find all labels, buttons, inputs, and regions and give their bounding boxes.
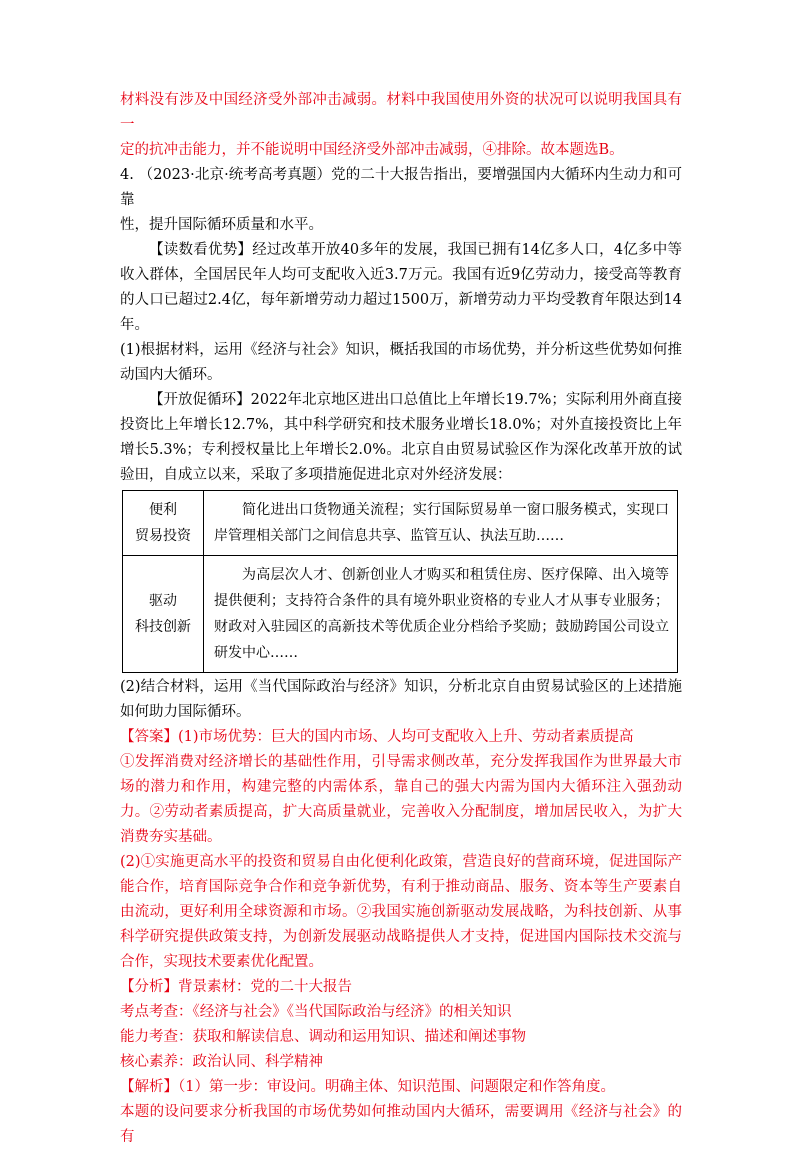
intro-line: 材料没有涉及中国经济受外部冲击减弱。材料中我国使用外资的状况可以说明我国具有一 (120, 92, 682, 133)
table-row-text: 简化进出口货物通关流程；实行国际贸易单一窗口服务模式，实现口岸管理相关部门之间信息共享、监管互认、执法互助…… (204, 491, 678, 556)
answer-part1-body: ①发挥消费对经济增长的基础性作用，引导需求侧改革，充分发挥我国作为世界最大市场的潜力和作用，构建完整的内需体系，靠自己的强大内需为国内大循环注入强劲动力。②劳动者素质提高，扩大高质量就业，完善收入分配制度，增加居民收入，为扩大消费夯实基础。 (120, 754, 682, 845)
material-2-tag: 【开放促循环】 (149, 392, 251, 408)
question-stem-line1: 党的二十大报告指出，要增强国内大循环内生动力和可靠 (120, 167, 682, 208)
table-row-text: 为高层次人才、创新创业人才购买和租赁住房、医疗保障、出入境等提供便利；支持符合条件的具有境外职业资格的专业人才从事专业服务；财政对入驻园区的高新技术等优质企业分档给予奖励；鼓励跨国公司设立研发中心…… (204, 556, 678, 673)
table-row-label: 驱动 科技创新 (123, 556, 204, 673)
table-row (123, 556, 678, 673)
sub-question-1: (1)根据材料，运用《经济与社会》知识，概括我国的市场优势，并分析这些优势如何推动国内大循环。 (120, 342, 682, 383)
material-2 (120, 388, 682, 488)
explain-text: 本题的设问要求分析我国的市场优势如何推动国内大循环，需要调用《经济与社会》的有 (120, 1104, 682, 1145)
answer-part2: (2)①实施更高水平的投资和贸易自由化便利化政策，营造良好的营商环境，促进国际产能合作，培育国际竞争合作和竞争新优势，有利于推动商品、服务、资本等生产要素自由流动，更好利用全球资源和市场。②我国实施创新驱动发展战略，为科技创新、从事科学研究提供政策支持，为创新发展驱动战略提供人才支持，促进国内国际技术交流与合作，实现技术要素优化配置。 (120, 854, 682, 970)
page-content (120, 88, 682, 1150)
material-1-tag: 【读数看优势】 (149, 242, 253, 258)
analysis-suyang: 核心素养：政治认同、科学精神 (120, 1054, 323, 1070)
explain-tag: 【解析】 (120, 1079, 178, 1095)
answer-part1-head: (1)市场优势：巨大的国内市场、人均可支配收入上升、劳动者素质提高 (178, 729, 634, 745)
explain-step1: （1）第一步：审设问。明确主体、知识范围、问题限定和作答角度。 (178, 1079, 615, 1095)
answer-head (120, 725, 682, 750)
table-row (123, 491, 678, 556)
material-1-text: 经过改革开放40多年的发展，我国已拥有14亿多人口，4亿多中等收入群体，全国居民年人均可支配收入近3.7万元。我国有近9亿劳动力，接受高等教育的人口已超过2.4亿，每年新增劳动力超过1500万，新增劳动力平均受教育年限达到14年。 (120, 242, 683, 333)
sub-question-2: (2)结合材料，运用《当代国际政治与经济》知识，分析北京自由贸易试验区的上述措施如何助力国际循环。 (120, 679, 682, 720)
analysis-background: 背景素材：党的二十大报告 (178, 979, 352, 995)
intro-line: 定的抗冲击能力，并不能说明中国经济受外部冲击减弱，④排除。故本题选B。 (120, 142, 624, 158)
table-row-label: 便利 贸易投资 (123, 491, 204, 556)
analysis-nengli: 能力考查：获取和解读信息、调动和运用知识、描述和阐述事物 (120, 1029, 526, 1045)
question-number: 4. (120, 167, 134, 183)
analysis-kaodian: 考点考查：《经济与社会》《当代国际政治与经济》的相关知识 (120, 1004, 512, 1020)
question-source: （2023·北京·统考高考真题） (138, 167, 332, 183)
question-stem (120, 163, 682, 213)
analysis-head (120, 975, 682, 1000)
material-2-text: 2022年北京地区进出口总值比上年增长19.7%；实际利用外商直接投资比上年增长12.7%，其中科学研究和技术服务业增长18.0%；对外直接投资比上年增长5.3%；专利授权量比上年增长2.0%。北京自由贸易试验区作为深化改革开放的试验田，自成立以来，采取了多项措施促进北京对外经济发展： (120, 392, 682, 483)
explain-head (120, 1075, 682, 1100)
answer-tag: 【答案】 (120, 729, 178, 745)
question-stem-line2: 性，提升国际循环质量和水平。 (120, 217, 323, 233)
measures-table (122, 490, 678, 673)
analysis-tag: 【分析】 (120, 979, 178, 995)
material-1 (120, 238, 682, 338)
